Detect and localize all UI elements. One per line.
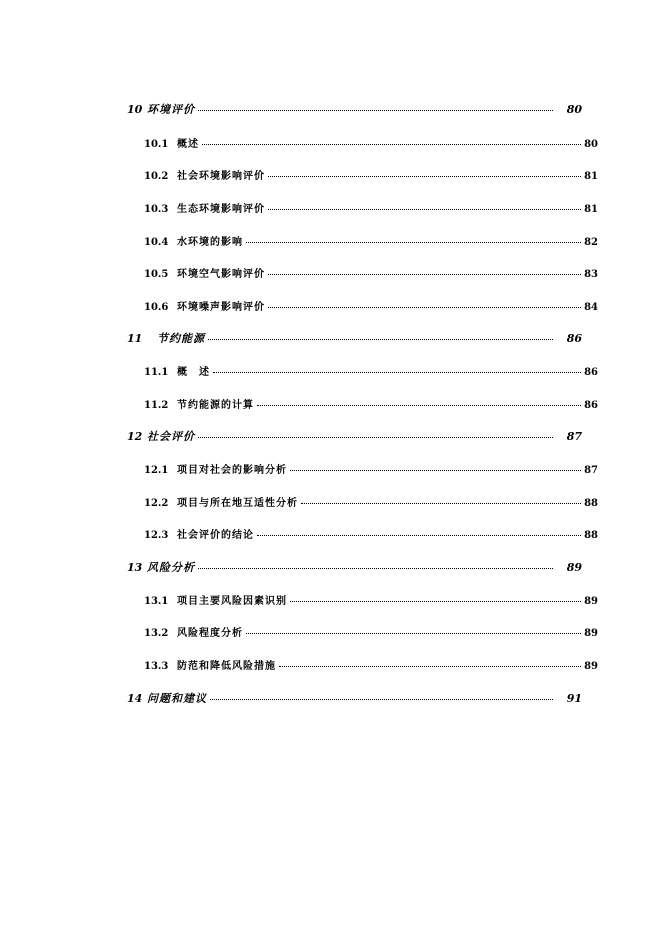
toc-section-11-2[interactable]: [144, 396, 598, 411]
toc-section-10-1[interactable]: [144, 135, 598, 150]
toc-section-10-4[interactable]: [144, 233, 598, 248]
toc-leader-dots: [208, 339, 553, 340]
toc-number: 13.3: [144, 661, 169, 672]
toc-section-12-1[interactable]: [144, 461, 598, 476]
toc-chapter-12[interactable]: [127, 428, 582, 444]
toc-number: 12.2: [144, 498, 169, 509]
toc-leader-dots: [246, 633, 581, 634]
toc-leader-dots: [268, 307, 581, 308]
toc-chapter-10[interactable]: [127, 101, 582, 117]
toc-page-number: 86: [566, 332, 582, 345]
toc-leader-dots: [301, 503, 581, 504]
toc-title: 问题和建议: [147, 692, 207, 705]
toc-leader-dots: [198, 437, 553, 438]
toc-page-number: 89: [584, 628, 598, 639]
toc-number: 12.3: [144, 530, 169, 541]
toc-page-number: 91: [566, 692, 582, 705]
toc-leader-dots: [198, 568, 553, 569]
toc-number: 10: [127, 103, 143, 116]
toc-title: 项目对社会的影响分析: [177, 465, 287, 476]
toc-section-10-3[interactable]: [144, 200, 598, 215]
toc-leader-dots: [268, 274, 581, 275]
toc-number: 10.6: [144, 302, 169, 313]
toc-title: 风险分析: [147, 561, 195, 574]
toc-page-number: 88: [584, 498, 598, 509]
toc-page-number: 88: [584, 530, 598, 541]
toc-title: 环境评价: [147, 103, 195, 116]
toc-title: 节约能源: [157, 332, 205, 345]
toc-chapter-14[interactable]: [127, 690, 582, 706]
toc-title: 环境空气影响评价: [177, 269, 265, 280]
toc-number: 13.1: [144, 596, 169, 607]
toc-title: 防范和降低风险措施: [177, 661, 276, 672]
toc-page-number: 81: [584, 171, 598, 182]
toc-page-number: 86: [584, 400, 598, 411]
toc-number: 10.1: [144, 139, 169, 150]
toc-leader-dots: [279, 666, 581, 667]
toc-title: 社会评价的结论: [177, 530, 254, 541]
toc-title: 社会评价: [147, 430, 195, 443]
toc-title: 项目主要风险因素识别: [177, 596, 287, 607]
toc-page-number: 89: [566, 561, 582, 574]
toc-leader-dots: [198, 110, 553, 111]
toc-number: 11.1: [144, 367, 169, 378]
toc-number: 10.4: [144, 237, 169, 248]
toc-section-13-1[interactable]: [144, 592, 598, 607]
toc-page-number: 87: [566, 430, 582, 443]
toc-number: 10.3: [144, 204, 169, 215]
toc-leader-dots: [257, 405, 581, 406]
toc-leader-dots: [290, 470, 581, 471]
toc-page-number: 82: [584, 237, 598, 248]
toc-page-number: 86: [584, 367, 598, 378]
toc-page-number: 80: [566, 103, 582, 116]
toc-page-number: 87: [584, 465, 598, 476]
toc-title: 风险程度分析: [177, 628, 243, 639]
toc-title: 社会环境影响评价: [177, 171, 265, 182]
toc-title: 节约能源的计算: [177, 400, 254, 411]
toc-title: 项目与所在地互适性分析: [177, 498, 298, 509]
toc-number: 10.2: [144, 171, 169, 182]
toc-leader-dots: [257, 535, 581, 536]
toc-section-11-1[interactable]: [144, 363, 598, 378]
toc-chapter-11[interactable]: [127, 330, 582, 346]
toc-leader-dots: [268, 176, 581, 177]
toc-number: 12: [127, 430, 143, 443]
toc-section-12-2[interactable]: [144, 494, 598, 509]
toc-leader-dots: [246, 242, 581, 243]
toc-leader-dots: [268, 209, 581, 210]
toc-title: 生态环境影响评价: [177, 204, 265, 215]
toc-page-number: 89: [584, 661, 598, 672]
toc-title: 概 述: [177, 367, 210, 378]
toc-number: 11: [127, 332, 143, 345]
toc-page-number: 81: [584, 204, 598, 215]
toc-title: 水环境的影响: [177, 237, 243, 248]
toc-number: 14: [127, 692, 143, 705]
toc-page-number: 89: [584, 596, 598, 607]
toc-number: 11.2: [144, 400, 169, 411]
toc-number: 13: [127, 561, 143, 574]
toc-chapter-13[interactable]: [127, 559, 582, 575]
toc-title: 概述: [177, 139, 199, 150]
toc-leader-dots: [202, 144, 581, 145]
toc-section-13-3[interactable]: [144, 657, 598, 672]
toc-page-number: 80: [584, 139, 598, 150]
toc-leader-dots: [290, 601, 581, 602]
toc-section-12-3[interactable]: [144, 526, 598, 541]
toc-leader-dots: [213, 372, 581, 373]
toc-title: 环境噪声影响评价: [177, 302, 265, 313]
toc-section-13-2[interactable]: [144, 624, 598, 639]
toc-page-number: 83: [584, 269, 598, 280]
toc-section-10-5[interactable]: [144, 265, 598, 280]
toc-number: 13.2: [144, 628, 169, 639]
toc-leader-dots: [210, 699, 553, 700]
toc-number: 12.1: [144, 465, 169, 476]
toc-page-number: 84: [584, 302, 598, 313]
toc-section-10-2[interactable]: [144, 167, 598, 182]
toc-number: 10.5: [144, 269, 169, 280]
toc-section-10-6[interactable]: [144, 298, 598, 313]
